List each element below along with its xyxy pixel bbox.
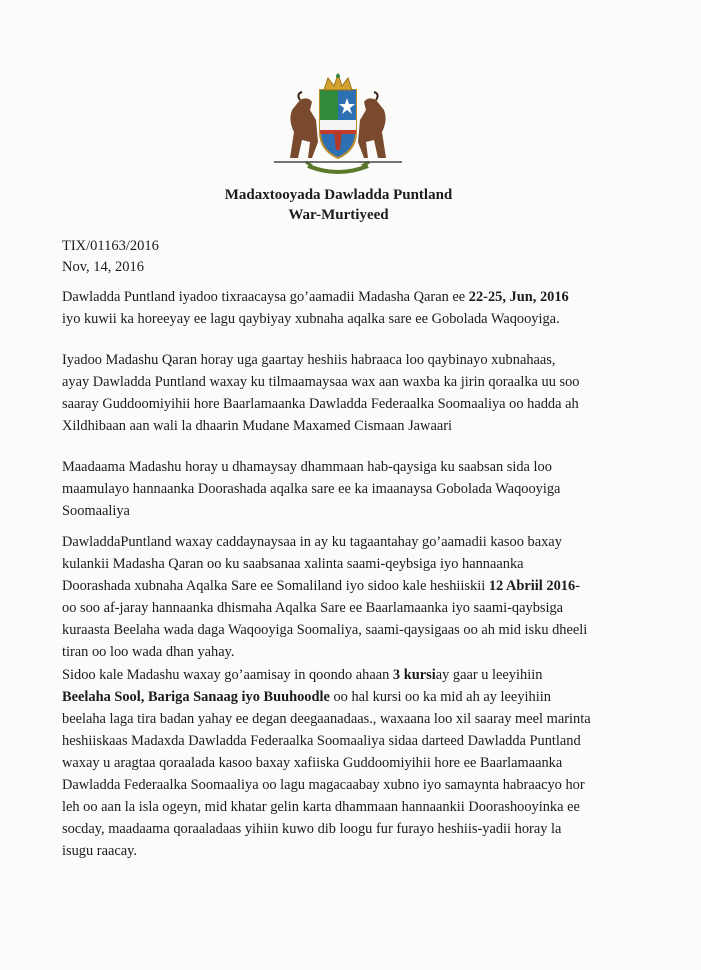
paragraph-line: ayay Dawladda Puntland waxay ku tilmaamaysaa wax aan waxba ka jirin qoraalka uu soo — [62, 374, 580, 390]
paragraph-line: heshiiskaas Madaxda Dawladda Federaalka Soomaaliya sidaa darteed Dawladda Puntland — [62, 733, 581, 749]
paragraph-line: Doorashada xubnaha Aqalka Sare ee Somaliland iyo sidoo kale heshiiskii 12 Abriil 2016- — [62, 578, 580, 594]
paragraph-line: maamulayo hannaanka Doorashada aqalka sare ee ka imaanaysa Gobolada Waqooyiga — [62, 481, 561, 497]
paragraph-line: saaray Guddoomiyihii hore Baarlamaanka Dawladda Federaalka Soomaaliya oo hadda ah — [62, 396, 579, 412]
paragraph-line: Soomaaliya — [62, 503, 130, 519]
paragraph-line: Maadaama Madashu horay u dhamaysay dhammaan hab-qaysiga ku saabsan sida loo — [62, 459, 552, 475]
paragraph-line: Dawladda Puntland iyadoo tixraacaysa go’aamadii Madasha Qaran ee 22-25, Jun, 2016 — [62, 289, 569, 305]
paragraph-line: isugu raacay. — [62, 843, 137, 859]
reference-date: Nov, 14, 2016 — [62, 259, 145, 275]
paragraph-line: waxay u aragtaa qoraalada kasoo baxay xafiiska Guddoomiyihii hore ee Baarlamaanka — [62, 755, 563, 771]
paragraph-line: oo soo af-jaray hannaanka dhismaha Aqalka Sare ee Baarlamaanka iyo saami-qaybsiga — [62, 600, 564, 616]
bold-seat-count: 3 kursi — [392, 667, 436, 683]
paragraph-line: iyo kuwii ka horeeyay ee lagu qaybiyay xubnaha aqalka sare ee Gobolada Waqooyiga. — [62, 311, 560, 327]
paragraph-line: beelaha laga tira badan yahay ee degan deegaanadaas., waxaana loo xil saaray meel marinta — [62, 711, 591, 727]
header-subtitle: War-Murtiyeed — [288, 207, 389, 223]
paragraph-line: Beelaha Sool, Bariga Sanaag iyo Buuhoodle oo hal kursi oo ka mid ah ay leeyihiin — [62, 689, 551, 705]
paragraph-line: leh oo aan la isla ogeyn, mid khatar gelin karta dhammaan hannaankii Doorashooyinka ee — [62, 799, 580, 815]
paragraph-3 — [62, 456, 622, 522]
reference-number: TIX/01163/2016 — [62, 238, 159, 254]
paragraph-line: kuraasta Beelaha wada daga Waqooyiga Soomaliya, saami-qaysigaas oo ah mid isku dheeli — [62, 622, 588, 638]
bold-date: 12 Abriil 2016 — [488, 578, 576, 594]
paragraph-line: socday, maadaama qoraaladaas yihiin kuwo dib loogu fur furayo heshiis-yadii horay la — [62, 821, 562, 837]
paragraph-line: Dawladda Federaalka Soomaaliya oo lagu magacaabay xubno iyo samaynta habraacyo hor — [62, 777, 585, 793]
paragraph-line: tiran oo loo wada dhan yahay. — [62, 644, 235, 660]
bold-date-range: 22-25, Jun, 2016 — [468, 289, 569, 305]
paragraph-line: Sidoo kale Madashu waxay go’aamisay in qoondo ahaan 3 kursiay gaar u leeyihiin — [62, 667, 543, 683]
paragraph-line: DawladdaPuntland waxay caddaynaysaa in ay ku tagaantahay go’aamadii kasoo baxay — [62, 534, 562, 550]
paragraph-1 — [62, 286, 622, 330]
paragraph-4 — [62, 531, 622, 663]
paragraph-2 — [62, 349, 622, 437]
paragraph-line: Iyadoo Madashu Qaran horay uga gaartay heshiis habraaca loo qaybinayo xubnahaas, — [62, 352, 556, 368]
puntland-coat-of-arms — [268, 70, 408, 178]
header-title: Madaxtooyada Dawladda Puntland — [224, 187, 453, 203]
paragraph-line: Xildhibaan aan wali la dhaarin Mudane Maxamed Cismaan Jawaari — [62, 418, 453, 434]
paragraph-line: kulankii Madasha Qaran oo ku saabsanaa xalinta saami-qeybsiga iyo hannaanka — [62, 556, 524, 572]
bold-clan-names: Beelaha Sool, Bariga Sanaag iyo Buuhoodle — [62, 689, 330, 705]
paragraph-5 — [62, 664, 622, 862]
